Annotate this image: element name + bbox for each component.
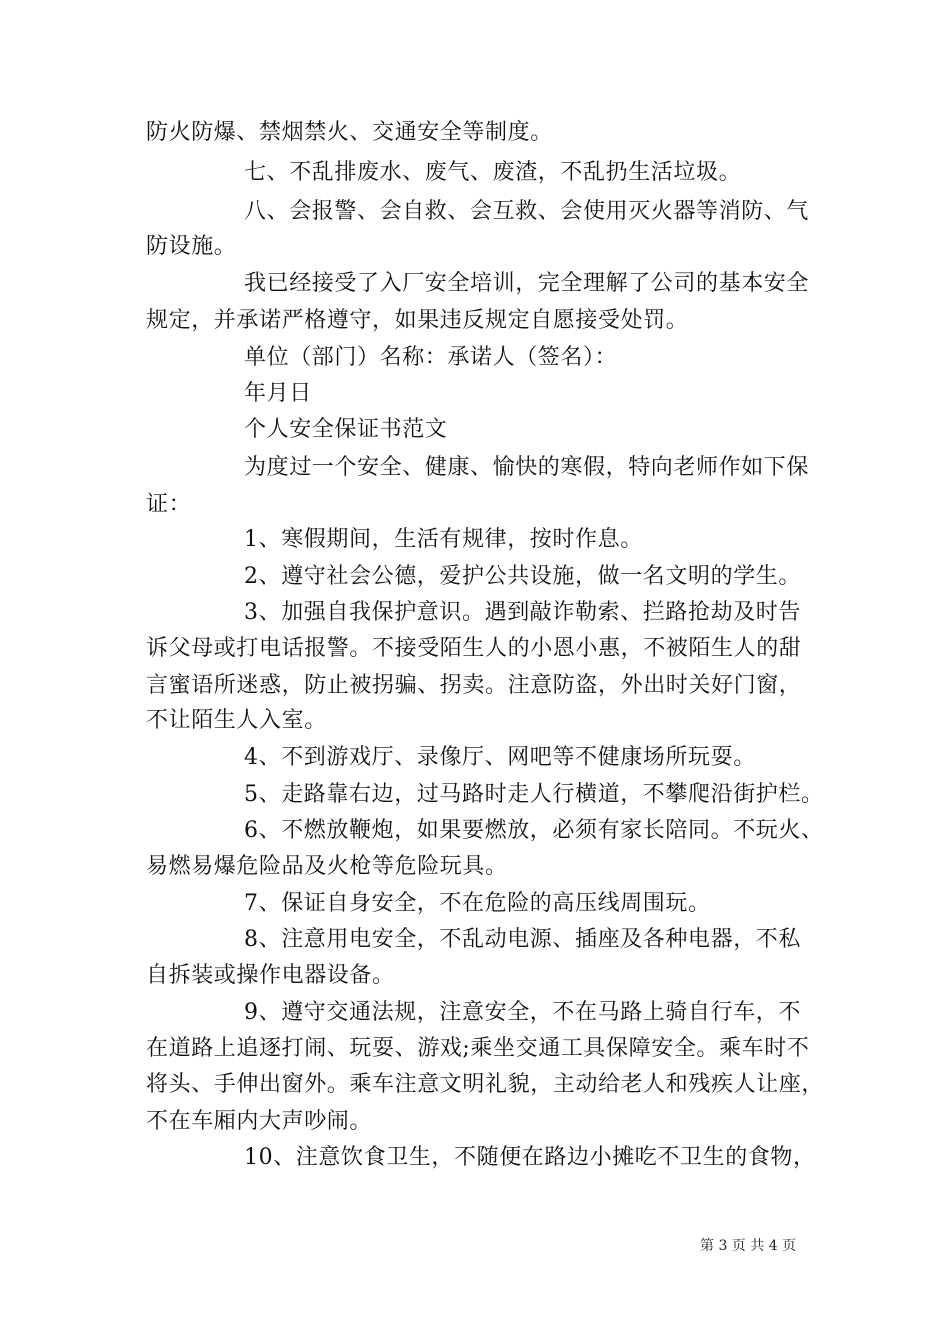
text-line: 证： bbox=[146, 492, 192, 517]
text-line: 防设施。 bbox=[146, 234, 237, 259]
list-item: 1、寒假期间，生活有规律，按时作息。 bbox=[244, 527, 643, 552]
page-number: 第 3 页 共 4 页 bbox=[700, 1238, 797, 1254]
list-item: 10、注意饮食卫生，不随便在路边小摊吃不卫生的食物， bbox=[244, 1145, 816, 1170]
text-line: 为度过一个安全、健康、愉快的寒假，特向老师作如下保 bbox=[244, 455, 810, 480]
text-line: 防火防爆、禁烟禁火、交通安全等制度。 bbox=[146, 120, 553, 145]
text-line: 言蜜语所迷惑，防止被拐骗、拐卖。注意防盗，外出时关好门窗， bbox=[146, 673, 802, 698]
text-line: 易燃易爆危险品及火枪等危险玩具。 bbox=[146, 854, 508, 879]
text-line: 不让陌生人入室。 bbox=[146, 708, 327, 733]
text-line: 七、不乱排废水、废气、废渣，不乱扔生活垃圾。 bbox=[244, 160, 742, 185]
text-line: 我已经接受了入厂安全培训，完全理解了公司的基本安全 bbox=[244, 271, 810, 296]
list-item: 8、注意用电安全，不乱动电源、插座及各种电器，不私 bbox=[244, 927, 801, 952]
text-line: 不在车厢内大声吵闹。 bbox=[146, 1109, 373, 1134]
section-heading: 个人安全保证书范文 bbox=[244, 417, 448, 442]
text-line: 年月日 bbox=[244, 381, 312, 406]
text-line: 将头、手伸出窗外。乘车注意文明礼貌，主动给老人和残疾人让座， bbox=[146, 1072, 825, 1097]
text-line: 规定，并承诺严格遵守，如果违反规定自愿接受处罚。 bbox=[146, 308, 689, 333]
text-line: 在道路上追逐打闹、玩耍、游戏;乘坐交通工具保障安全。乘车时不 bbox=[146, 1036, 810, 1061]
text-line: 自拆装或操作电器设备。 bbox=[146, 963, 395, 988]
list-item: 2、遵守社会公德，爱护公共设施，做一名文明的学生。 bbox=[244, 564, 801, 589]
text-line: 八、会报警、会自救、会互救、会使用灭火器等消防、气 bbox=[244, 199, 810, 224]
list-item: 6、不燃放鞭炮，如果要燃放，必须有家长陪同。不玩火、 bbox=[244, 818, 824, 843]
list-item: 9、遵守交通法规，注意安全，不在马路上骑自行车，不 bbox=[244, 1000, 801, 1025]
list-item: 7、保证自身安全，不在危险的高压线周围玩。 bbox=[244, 891, 711, 916]
text-line: 单位（部门）名称：承诺人（签名）： bbox=[244, 345, 618, 370]
list-item: 5、走路靠右边，过马路时走人行横道，不攀爬沿街护栏。 bbox=[244, 782, 824, 807]
list-item: 3、加强自我保护意识。遇到敲诈勒索、拦路抢劫及时告 bbox=[244, 600, 801, 625]
list-item: 4、不到游戏厅、录像厅、网吧等不健康场所玩耍。 bbox=[244, 745, 756, 770]
text-line: 诉父母或打电话报警。不接受陌生人的小恩小惠，不被陌生人的甜 bbox=[146, 636, 802, 661]
